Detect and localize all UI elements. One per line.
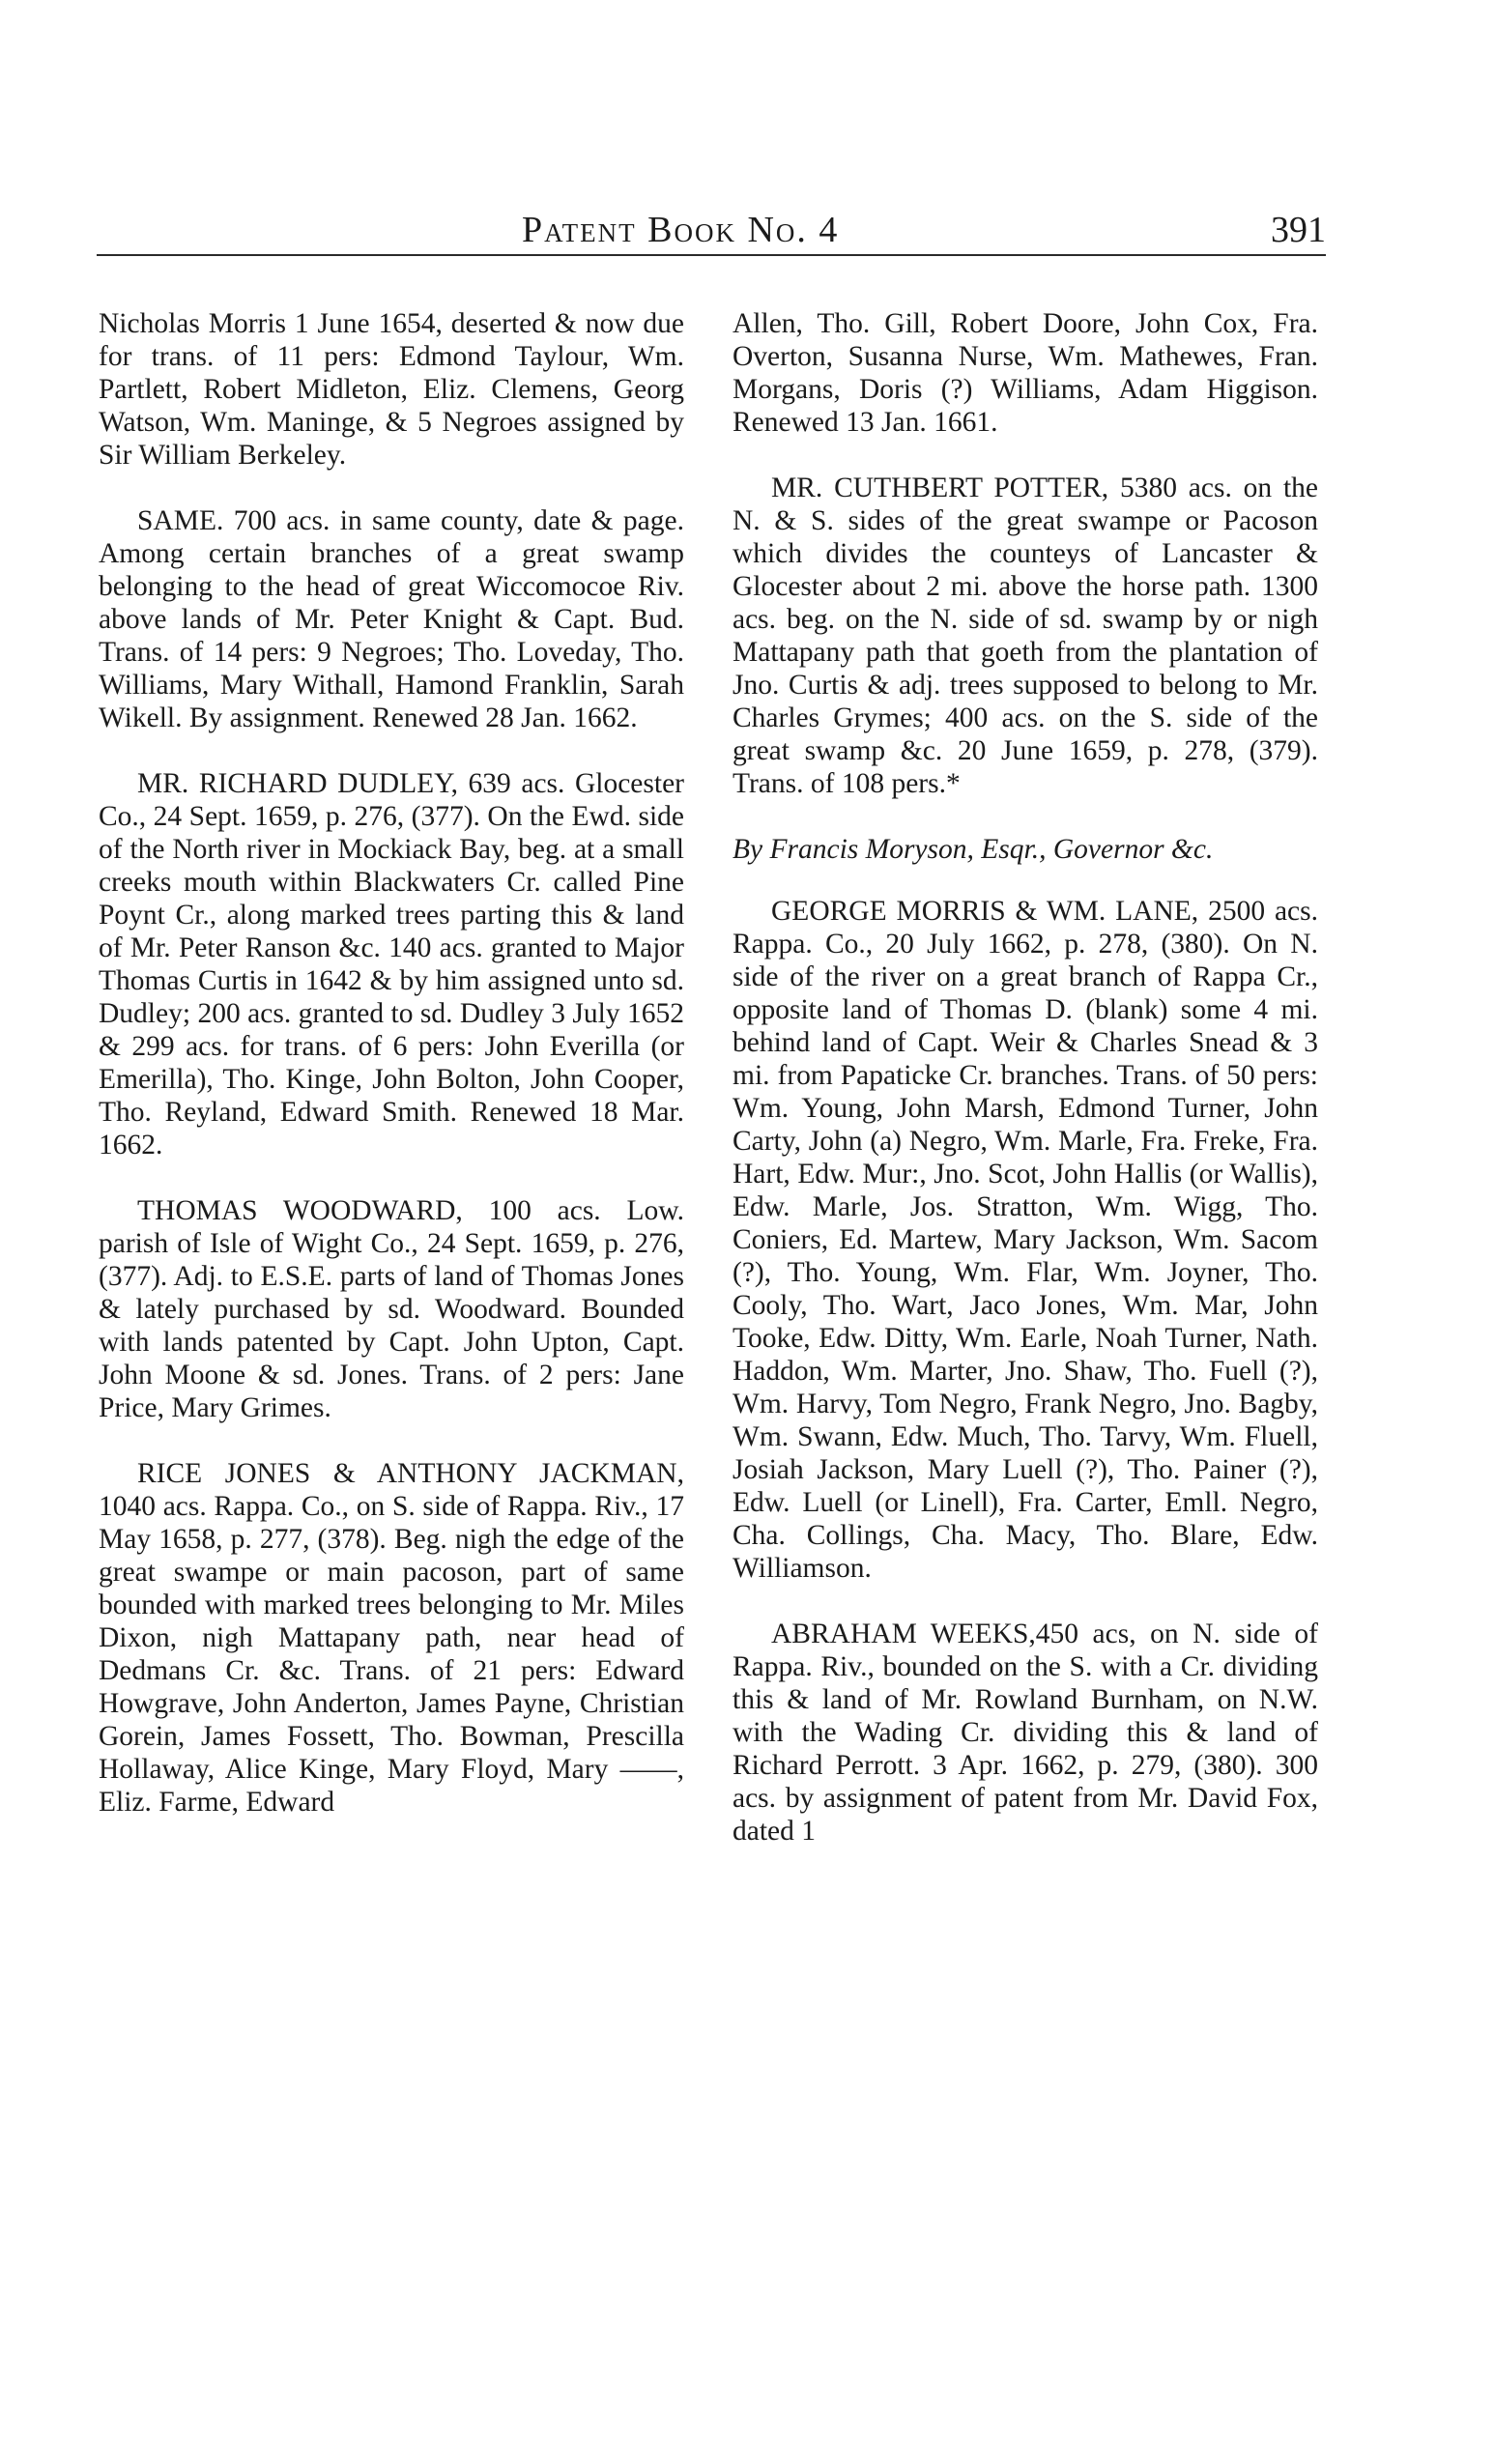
page-header <box>97 205 1326 259</box>
patent-entry-george-morris: GEORGE MORRIS & WM. LANE, 2500 acs. Rappa. Co., 20 July 1662, p. 278, (380). On N. side of the river on a great branch of Rappa Cr., opposite land of Thomas D. (blank) some 4 mi. behind land of Capt. Weir & Charles Snead & 3 mi. from Papaticke Cr. branches. Trans. of 50 pers: Wm. Young, John Marsh, Edmond Turner, John Carty, John (a) Negro, Wm. Marle, Fra. Freke, Fra. Hart, Edw. Mur:, Jno. Scot, John Hallis (or Wallis), Edw. Marle, Jos. Stratton, Wm. Wigg, Tho. Coniers, Ed. Martew, Mary Jackson, Wm. Sacom (?), Tho. Young, Wm. Flar, Wm. Joyner, Tho. Cooly, Tho. Wart, Jaco Jones, Wm. Mar, John Tooke, Edw. Ditty, Wm. Earle, Noah Turner, Nath. Haddon, Wm. Marter, Jno. Shaw, Tho. Fuell (?), Wm. Harvy, Tom Negro, Frank Negro, Jno. Bagby, Wm. Swann, Edw. Much, Tho. Tarvy, Wm. Fluell, Josiah Jackson, Mary Luell (?), Tho. Painer (?), Edw. Luell (or Linell), Fra. Carter, Emll. Negro, Cha. Collings, Cha. Macy, Tho. Blare, Edw. Williamson. <box>733 896 1318 1584</box>
patent-entry-abraham-weeks: ABRAHAM WEEKS,450 acs, on N. side of Rappa. Riv., bounded on the S. with a Cr. dividing this & land of Mr. Rowland Burnham, on N.W. with the Wading Cr. dividing this & land of Richard Perrott. 3 Apr. 1662, p. 279, (380). 300 acs. by assignment of patent from Mr. David Fox, dated 1 <box>733 1619 1318 1847</box>
header-rule <box>97 254 1326 256</box>
right-column <box>733 307 1318 1848</box>
left-column <box>99 307 684 1819</box>
patent-entry-continued: Allen, Tho. Gill, Robert Doore, John Cox, Fra. Overton, Susanna Nurse, Wm. Mathewes, Fran. Morgans, Doris (?) Williams, Adam Higgison. Renewed 13 Jan. 1661. <box>733 308 1318 438</box>
patent-entry-cuthbert-potter: MR. CUTHBERT POTTER, 5380 acs. on the N. & S. sides of the great swampe or Pacoson which divides the counteys of Lancaster & Glocester about 2 mi. above the horse path. 1300 acs. beg. on the N. side of sd. swamp by or nigh Mattapany path that goeth from the plantation of Jno. Curtis & adj. trees supposed to belong to Mr. Charles Grymes; 400 acs. on the S. side of the great swamp &c. 20 June 1659, p. 278, (379). Trans. of 108 pers.* <box>733 473 1318 799</box>
running-title: Patent Book No. 4 <box>522 210 840 250</box>
patent-entry-rice-jones: RICE JONES & ANTHONY JACKMAN, 1040 acs. Rappa. Co., on S. side of Rappa. Riv., 17 May 1658, p. 277, (378). Beg. nigh the edge of the great swampe or main pacoson, part of same bounded with marked trees belonging to Mr. Miles Dixon, nigh Mattapany path, near head of Dedmans Cr. &c. Trans. of 21 pers: Edward Howgrave, John Anderton, James Payne, Christian Gorein, James Fossett, Tho. Bowman, Prescilla Hollaway, Alice Kinge, Mary Floyd, Mary ——, Eliz. Farme, Edward <box>99 1458 684 1818</box>
patent-entry-same: SAME. 700 acs. in same county, date & page. Among certain branches of a great swamp belonging to the head of great Wiccomocoe Riv. above lands of Mr. Peter Knight & Capt. Bud. Trans. of 14 pers: 9 Negroes; Tho. Loveday, Tho. Williams, Mary Withall, Hamond Franklin, Sarah Wikell. By assignment. Renewed 28 Jan. 1662. <box>99 505 684 733</box>
patent-entry-richard-dudley: MR. RICHARD DUDLEY, 639 acs. Glocester Co., 24 Sept. 1659, p. 276, (377). On the Ewd. side of the North river in Mockiack Bay, beg. at a small creeks mouth within Blackwaters Cr. called Pine Poynt Cr., along marked trees parting this & land of Mr. Peter Ranson &c. 140 acs. granted to Major Thomas Curtis in 1642 & by him assigned unto sd. Dudley; 200 acs. granted to sd. Dudley 3 July 1652 & 299 acs. for trans. of 6 pers: John Everilla (or Emerilla), Tho. Kinge, John Bolton, John Cooper, Tho. Reyland, Edward Smith. Renewed 18 Mar. 1662. <box>99 768 684 1160</box>
section-heading: By Francis Moryson, Esqr., Governor &c. <box>733 834 1214 865</box>
patent-entry-thomas-woodward: THOMAS WOODWARD, 100 acs. Low. parish of Isle of Wight Co., 24 Sept. 1659, p. 276, (377). Adj. to E.S.E. parts of land of Thomas Jones & lately purchased by sd. Woodward. Bounded with lands patented by Capt. John Upton, Capt. John Moone & sd. Jones. Trans. of 2 pers: Jane Price, Mary Grimes. <box>99 1195 684 1423</box>
patent-entry-continued: Nicholas Morris 1 June 1654, deserted & now due for trans. of 11 pers: Edmond Taylour, Wm. Partlett, Robert Midleton, Eliz. Clemens, Georg Watson, Wm. Maninge, & 5 Negroes assigned by Sir William Berkeley. <box>99 308 684 471</box>
page-number: 391 <box>1271 210 1326 250</box>
